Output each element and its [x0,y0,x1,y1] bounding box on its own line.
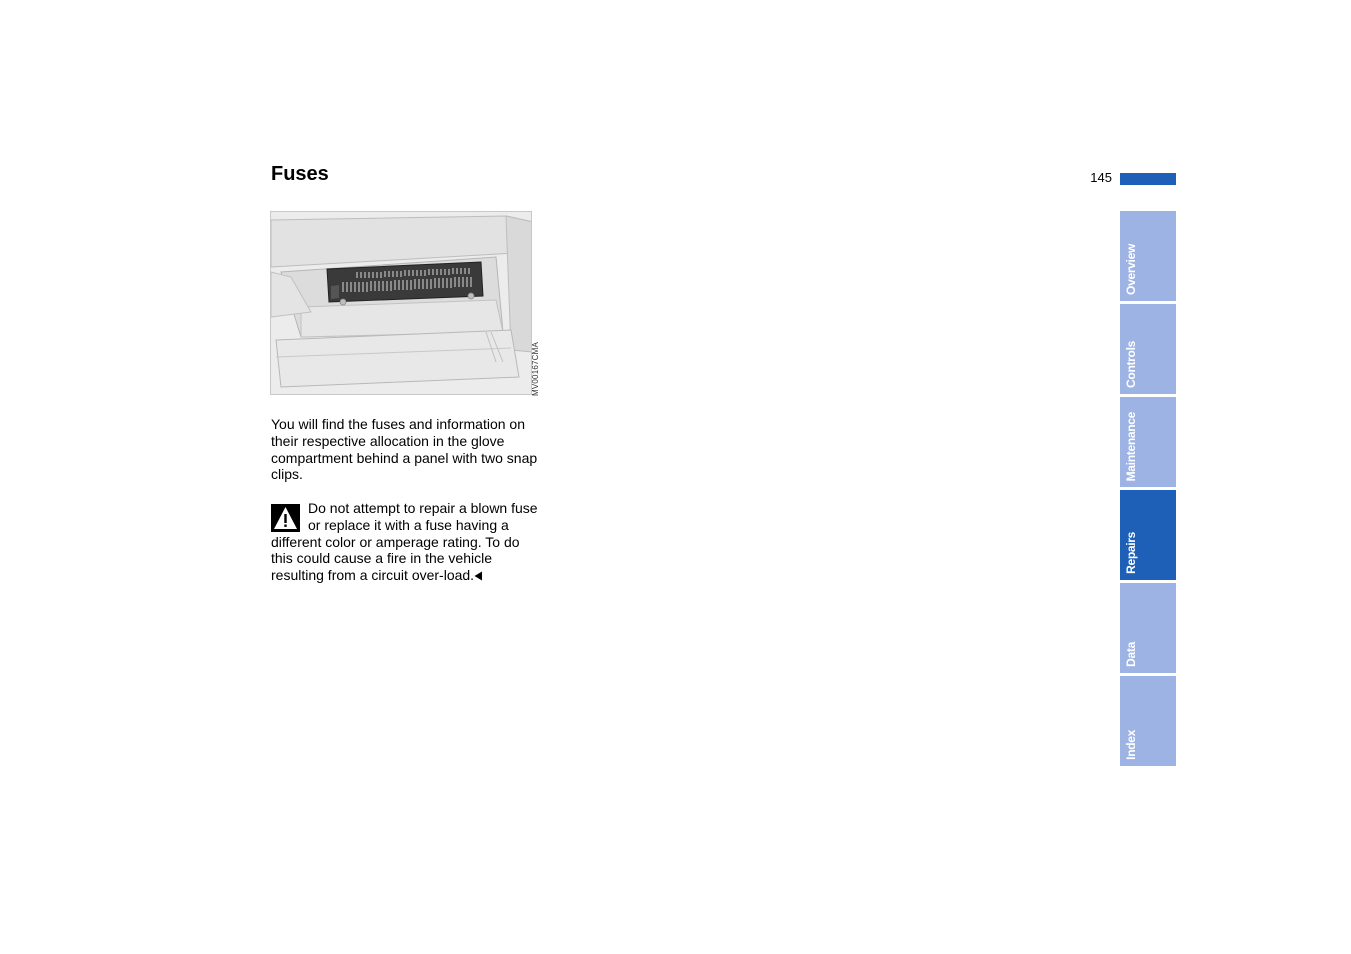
warning-text: Do not attempt to repair a blown fuse or replace it with a fuse having a different color or amperage rating. To do this could cause a fire in the vehicle resulting from a circuit over-load. [271,500,538,584]
tab-index[interactable] [1120,676,1176,766]
tab-overview[interactable] [1120,211,1176,301]
section-tabs [1120,211,1176,769]
glove-compartment-drawing [271,212,532,395]
tab-label: Maintenance [1124,411,1138,481]
end-of-section-triangle-icon [474,571,483,581]
page-title: Fuses [271,163,329,185]
figure-code: MV00167CMA [531,341,540,396]
tab-maintenance[interactable] [1120,397,1176,487]
page-number-bar [1120,173,1176,185]
tab-data[interactable] [1120,583,1176,673]
tab-label: Repairs [1124,532,1138,574]
tab-label: Controls [1124,341,1138,388]
tab-label: Overview [1124,244,1138,295]
tab-label: Data [1124,642,1138,667]
tab-label: Index [1124,730,1138,760]
tab-controls[interactable] [1120,304,1176,394]
warning-triangle-icon [271,504,300,532]
fuse-box-illustration [270,211,532,395]
intro-paragraph: You will find the fuses and information on their respective allocation in the glove compartment behind a panel with two snap clips. [271,416,538,483]
page-number: 145 [1090,170,1112,185]
tab-repairs[interactable] [1120,490,1176,580]
warning-note [271,500,543,584]
